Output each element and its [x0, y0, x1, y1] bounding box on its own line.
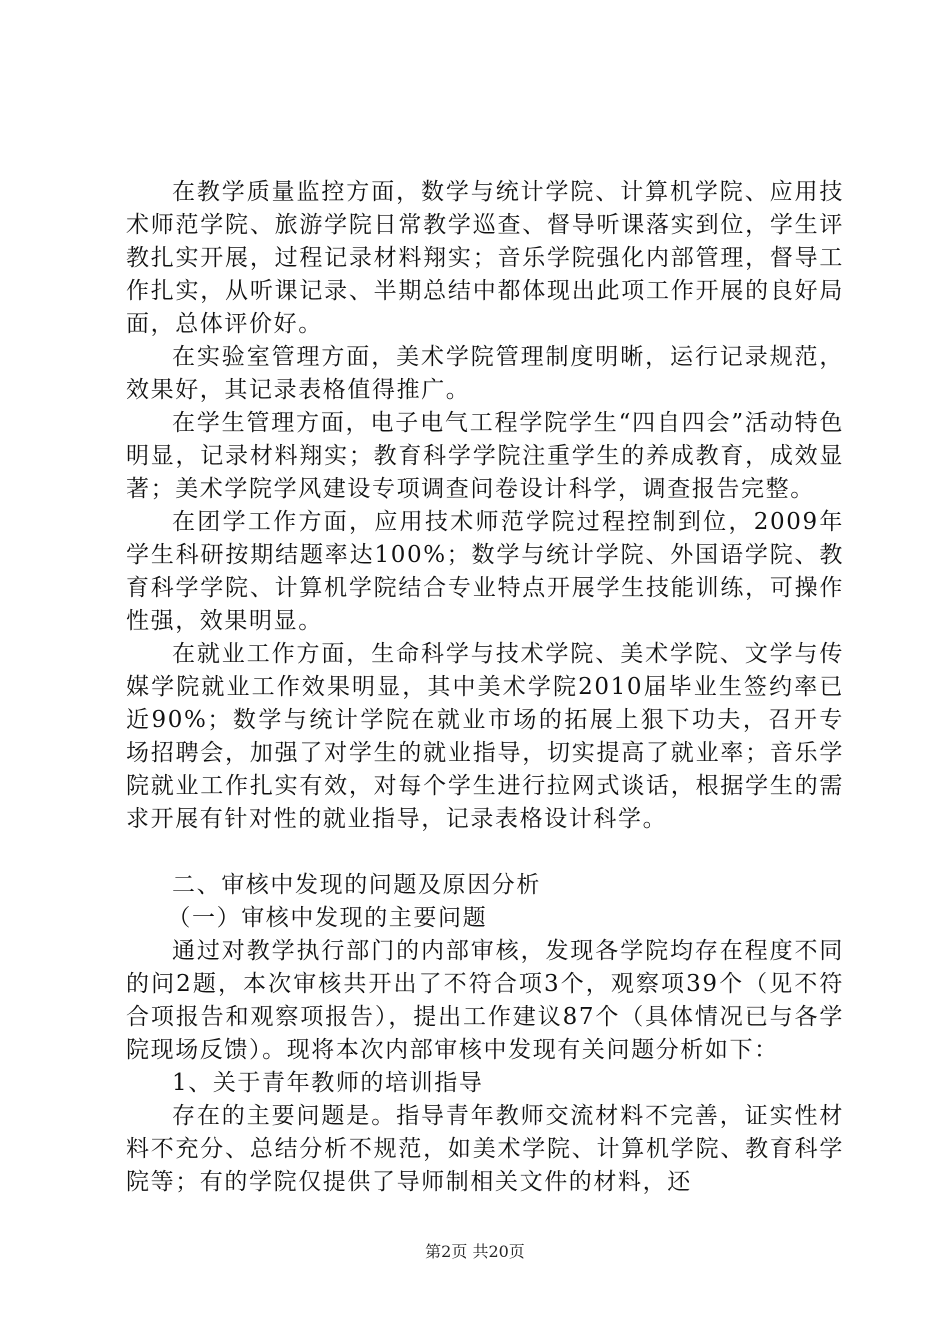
page-footer: 第2页 共20页 [425, 1242, 525, 1261]
paragraph-employment-work: 在就业工作方面，生命科学与技术学院、美术学院、文学与传媒学院就业工作效果明显，其中美术学院2010届毕业生签约率已近90%；数学与统计学院在就业市场的拓展上狠下功夫，召开专场招聘会，加强了对学生的就业指导，切实提高了就业率；音乐学院就业工作扎实有效，对每个学生进行拉网式谈话，根据学生的需求开展有针对性的就业指导，记录表格设计科学。 [126, 641, 844, 832]
document-body [126, 176, 844, 1199]
paragraph-audit-summary: 通过对教学执行部门的内部审核，发现各学院均存在程度不同的问2题，本次审核共开出了不符合项3个，观察项39个（见不符合项报告和观察项报告），提出工作建议87个（具体情况已与各学院现场反馈）。现将本次内部审核中发现有关问题分析如下： [126, 938, 844, 1063]
paragraph-main-problems: 存在的主要问题是。指导青年教师交流材料不完善，证实性材料不充分、总结分析不规范，如美术学院、计算机学院、教育科学院等；有的学院仅提供了导师制相关文件的材料，还 [126, 1103, 844, 1195]
paragraph-teaching-quality: 在教学质量监控方面，数学与统计学院、计算机学院、应用技术师范学院、旅游学院日常教学巡查、督导听课落实到位，学生评教扎实开展，过程记录材料翔实；音乐学院强化内部管理，督导工作扎实，从听课记录、半期总结中都体现出此项工作开展的良好局面，总体评价好。 [126, 179, 844, 337]
section-spacer [126, 836, 844, 869]
section-heading: 二、审核中发现的问题及原因分析 [172, 872, 541, 898]
paragraph-lab-management: 在实验室管理方面，美术学院管理制度明晰，运行记录规范，效果好，其记录表格值得推广。 [126, 344, 844, 403]
sub-heading: （一）审核中发现的主要问题 [167, 905, 488, 931]
item-heading: 1、关于青年教师的培训指导 [172, 1070, 484, 1096]
paragraph-student-management: 在学生管理方面，电子电气工程学院学生“四自四会”活动特色明显，记录材料翔实；教育科学学院注重学生的养成教育，成效显著；美术学院学风建设专项调查问卷设计科学，调查报告完整。 [126, 410, 844, 502]
paragraph-league-work: 在团学工作方面，应用技术师范学院过程控制到位，2009年学生科研按期结题率达100%；数学与统计学院、外国语学院、教育科学学院、计算机学院结合专业特点开展学生技能训练，可操作性强，效果明显。 [126, 509, 844, 634]
